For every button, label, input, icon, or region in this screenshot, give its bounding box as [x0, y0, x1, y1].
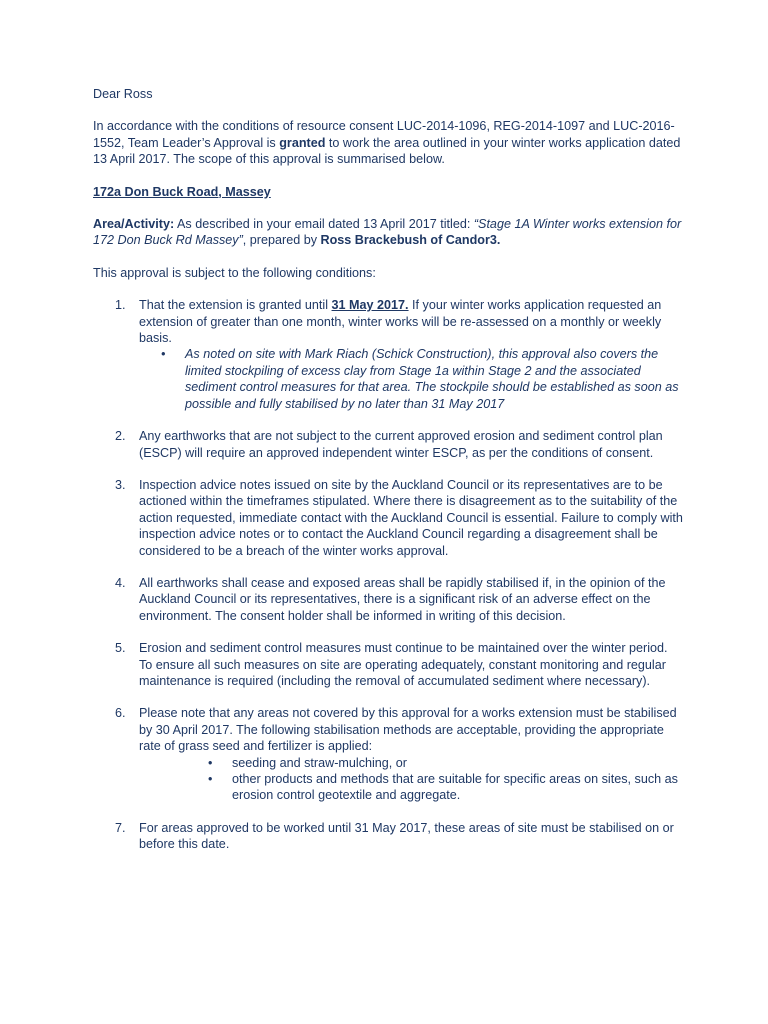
condition-item — [93, 575, 683, 624]
bullet-icon: • — [208, 755, 213, 770]
area-text-1: As described in your email dated 13 April 2017 titled: — [174, 217, 474, 232]
extension-date: 31 May 2017. — [331, 298, 409, 313]
bullet-icon: • — [161, 347, 166, 362]
condition-item — [93, 820, 683, 853]
area-text-2: , prepared by — [242, 233, 321, 248]
condition-number: 3. — [115, 477, 126, 492]
method-text: other products and methods that are suitable for specific areas on sites, such as erosion control geotextile and aggregate. — [232, 772, 678, 803]
condition-number: 7. — [115, 820, 126, 835]
site-address-heading: 172a Don Buck Road, Massey — [93, 184, 271, 199]
condition-item — [93, 705, 683, 803]
list-item — [139, 755, 683, 771]
list-item — [139, 771, 683, 804]
intro-text-2: to work the area outlined in your winter works application dated 13 April 2017. The scope of this approval is summarised below. — [93, 135, 681, 167]
condition-number: 4. — [115, 575, 126, 590]
area-activity-paragraph — [93, 216, 683, 249]
condition-1-text-2: If your winter works application requested an extension of greater than one month, winter works will be re-assessed on a monthly or weekly basis. — [139, 298, 662, 346]
stabilisation-methods-list — [139, 755, 683, 804]
condition-text — [139, 297, 683, 346]
condition-number: 1. — [115, 298, 126, 313]
condition-text: Please note that any areas not covered by this approval for a works extension must be stabilised by 30 April 2017. The following stabilisation methods are acceptable, providing the appropriate rate of grass seed and fertilizer is applied: — [139, 706, 677, 754]
method-text: seeding and straw-mulching, or — [232, 755, 408, 770]
condition-item — [93, 640, 683, 689]
condition-number: 2. — [115, 429, 126, 444]
greeting: Dear Ross — [93, 87, 153, 101]
condition-number: 5. — [115, 641, 126, 656]
conditions-intro: This approval is subject to the following conditions: — [93, 265, 376, 280]
condition-text: Any earthworks that are not subject to the current approved erosion and sediment control plan (ESCP) will require an approved independent winter ESCP, as per the conditions of consent. — [139, 429, 663, 460]
area-activity-label: Area/Activity: — [93, 217, 175, 232]
list-item — [139, 346, 683, 412]
intro-paragraph — [93, 118, 683, 167]
email-title-quote: “Stage 1A Winter works extension for 172 Don Buck Rd Massey” — [93, 217, 682, 248]
condition-text: Erosion and sediment control measures must continue to be maintained over the winter period. To ensure all such measures on site are operating adequately, constant monitoring and regular maintenance is required (including the removal of accumulated sediment where necessary). — [139, 641, 668, 688]
condition-1-sublist — [139, 346, 683, 412]
condition-text: For areas approved to be worked until 31 May 2017, these areas of site must be stabilised on or before this date. — [139, 820, 674, 852]
condition-number: 6. — [115, 706, 126, 721]
condition-item — [93, 477, 683, 559]
conditions-list — [93, 297, 683, 852]
condition-item — [93, 297, 683, 412]
condition-text: All earthworks shall cease and exposed areas shall be rapidly stabilised if, in the opinion of the Auckland Council or its representatives, there is a significant risk of an adverse effect on the environment. The consent holder shall be informed in writing of this decision. — [139, 575, 666, 623]
intro-text-1: In accordance with the conditions of resource consent LUC-2014-1096, REG-2014-1097 and LUC-2016-1552, Team Leader’s Approval is — [93, 119, 675, 150]
granted-keyword: granted — [279, 135, 326, 150]
condition-text: Inspection advice notes issued on site by the Auckland Council or its representatives are to be actioned within the timeframes stipulated. Where there is disagreement as to the suitability of the action requested, immediate contact with the Auckland Council is essential. Failure to comply with inspection advice notes or to contact the Auckland Council regarding a disagreement shall be considered to be a breach of the winter works approval. — [139, 477, 683, 558]
stockpile-note: As noted on site with Mark Riach (Schick Construction), this approval also covers the limited stockpiling of excess clay from Stage 1a within Stage 2 and the associated sediment control measures for that area. The stockpile should be established as soon as possible and fully stabilised by no later than 31 May 2017 — [185, 347, 679, 411]
condition-1-text-1: That the extension is granted until — [139, 298, 332, 313]
letter-body — [93, 86, 683, 869]
preparer-name: Ross Brackebush of Candor3. — [320, 233, 501, 248]
bullet-icon: • — [208, 772, 213, 786]
condition-item — [93, 428, 683, 461]
